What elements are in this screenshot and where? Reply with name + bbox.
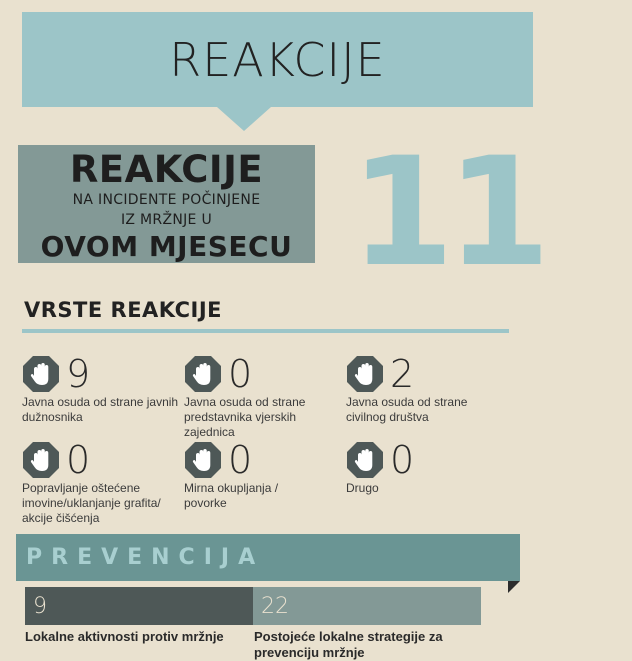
stop-hand-icon (184, 441, 222, 479)
reaction-label: Drugo (346, 481, 379, 495)
reaction-label: Javna osuda od strane civilnog društva (346, 395, 468, 424)
ribbon-fold (508, 581, 520, 593)
stop-hand-icon (22, 355, 60, 393)
stop-hand-icon (346, 355, 384, 393)
reactions-headline-box (18, 145, 315, 263)
reaction-stat (184, 440, 304, 511)
reactions-headline: REAKCIJE (69, 148, 264, 191)
reactions-subline-2: IZ MRŽNJE U (120, 212, 212, 228)
reaction-count: 0 (228, 352, 253, 396)
reaction-label: Mirna okupljanja / povorke (184, 481, 279, 510)
reaction-label: Javna osuda od strane predstavnika vjerskih zajednica (184, 395, 306, 439)
prevention-header (16, 534, 520, 581)
local-strategies-label: Postojeće lokalne strategije za prevenciju mržnje (254, 629, 443, 660)
reaction-count: 0 (228, 438, 253, 482)
reaction-types-title: VRSTE REAKCIJE (24, 298, 223, 322)
reaction-count: 0 (66, 438, 91, 482)
reactions-subline-1: NA INCIDENTE POČINJENE (72, 192, 261, 208)
local-strategies-bar (253, 587, 481, 625)
reaction-stat (346, 440, 506, 496)
stop-hand-icon (22, 441, 60, 479)
title-banner (22, 12, 533, 107)
reaction-count: 2 (390, 352, 415, 396)
reaction-stat (346, 354, 506, 425)
section-divider (22, 329, 509, 333)
total-reactions-count: 11 (350, 126, 543, 300)
local-activities-bar (25, 587, 253, 625)
stop-hand-icon (346, 441, 384, 479)
local-strategies-count: 22 (261, 593, 289, 619)
reaction-stat (22, 354, 182, 425)
local-activities-label: Lokalne aktivnosti protiv mržnje (25, 629, 224, 644)
reaction-count: 9 (66, 352, 91, 396)
stop-hand-icon (184, 355, 222, 393)
reaction-stat (184, 354, 324, 440)
reactions-month: OVOM MJESECU (40, 230, 293, 263)
page-title: REAKCIJE (169, 32, 386, 87)
reaction-label: Popravljanje oštećene imovine/uklanjanje grafita/ akcije čišćenja (22, 481, 161, 525)
banner-pointer (217, 107, 271, 131)
reaction-stat (22, 440, 182, 526)
reaction-label: Javna osuda od strane javnih dužnosnika (22, 395, 179, 424)
prevention-title: PREVENCIJA (26, 545, 265, 570)
reaction-count: 0 (390, 438, 415, 482)
local-activities-count: 9 (33, 593, 47, 619)
